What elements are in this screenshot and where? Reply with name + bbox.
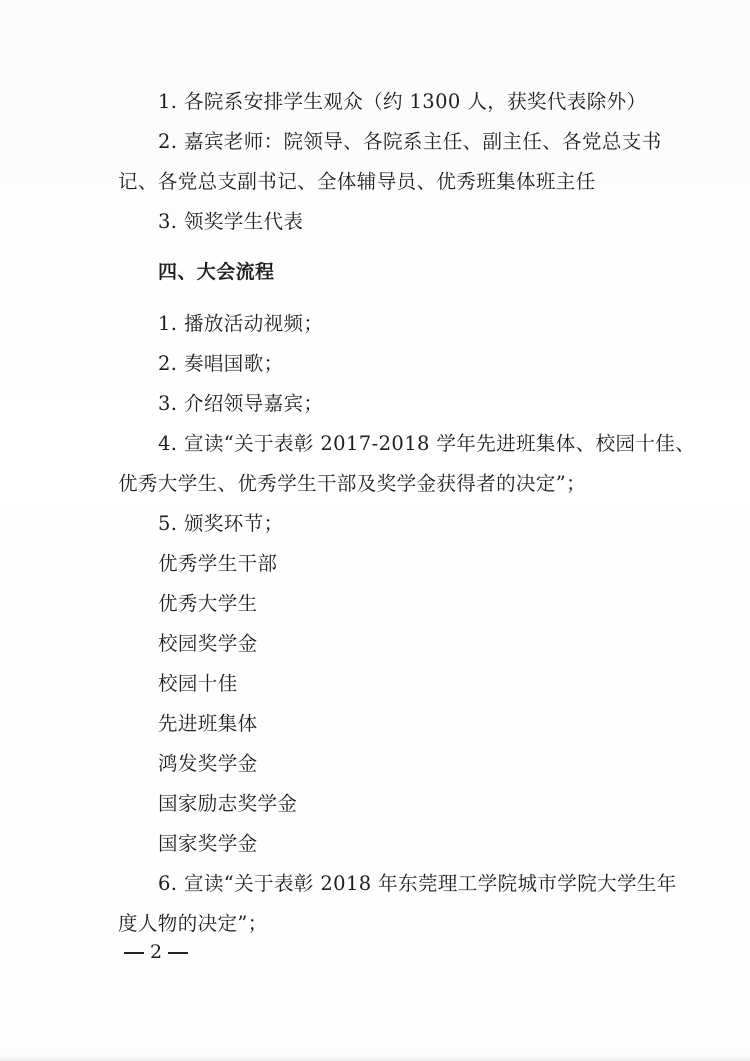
section-heading-agenda: 四、大会流程 xyxy=(158,261,275,283)
award-item: 鸿发奖学金 xyxy=(158,752,258,775)
dash-left xyxy=(124,952,144,954)
page-number: 2 xyxy=(150,941,163,963)
agenda-item-1: 1. 播放活动视频； xyxy=(158,312,324,335)
participant-item-2: 2. 嘉宾老师：院领导、各院系主任、副主任、各党总支书 xyxy=(158,130,662,153)
participant-item-2-cont: 记、各党总支副书记、全体辅导员、优秀班集体班主任 xyxy=(118,170,596,193)
agenda-item-2: 2. 奏唱国歌； xyxy=(158,352,284,375)
award-item: 国家奖学金 xyxy=(158,832,258,855)
page-number-footer xyxy=(118,938,194,966)
award-item: 校园奖学金 xyxy=(158,632,258,655)
award-item: 优秀学生干部 xyxy=(158,552,278,575)
agenda-item-6: 6. 宣读“关于表彰 2018 年东莞理工学院城市学院大学生年 xyxy=(158,872,677,895)
award-item: 国家励志奖学金 xyxy=(158,792,298,815)
scan-edge-shadow xyxy=(0,1055,750,1061)
agenda-item-4-cont: 优秀大学生、优秀学生干部及奖学金获得者的决定”； xyxy=(118,472,587,495)
dash-right xyxy=(168,952,188,954)
agenda-item-5: 5. 颁奖环节； xyxy=(158,512,284,535)
participant-item-3: 3. 领奖学生代表 xyxy=(158,210,304,233)
agenda-item-4: 4. 宣读“关于表彰 2017-2018 学年先进班集体、校园十佳、 xyxy=(158,432,696,455)
agenda-item-6-cont: 度人物的决定”； xyxy=(118,912,268,935)
participant-item-1: 1. 各院系安排学生观众（约 1300 人，获奖代表除外） xyxy=(158,90,647,113)
agenda-item-3: 3. 介绍领导嘉宾； xyxy=(158,392,324,415)
award-item: 优秀大学生 xyxy=(158,592,258,615)
award-item: 先进班集体 xyxy=(158,712,258,735)
award-item: 校园十佳 xyxy=(158,672,238,695)
